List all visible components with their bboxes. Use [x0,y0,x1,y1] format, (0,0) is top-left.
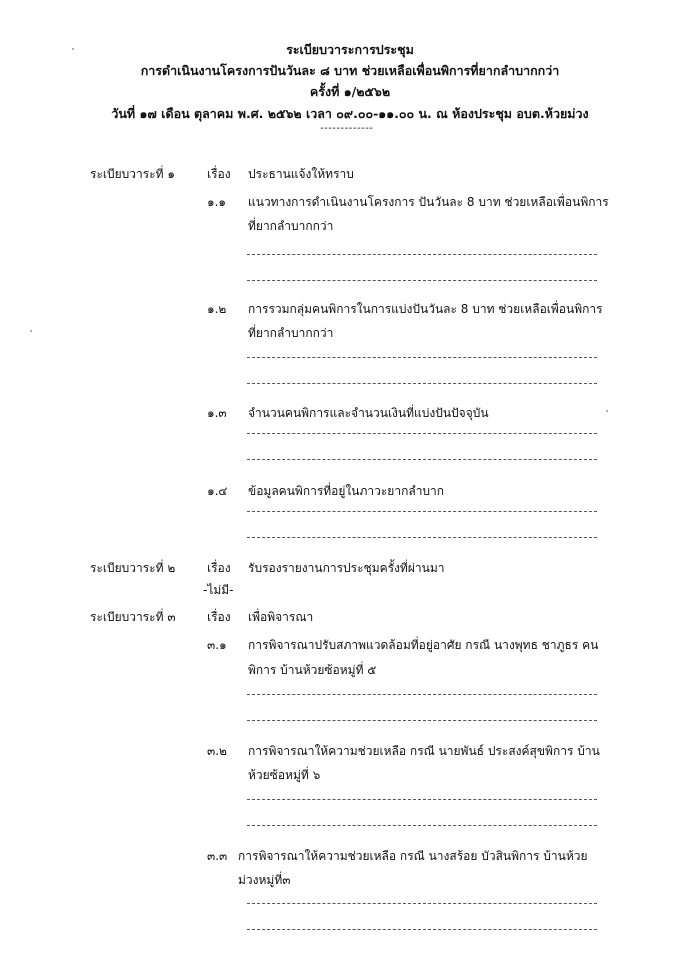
fill-line [247,511,597,512]
item-3-2-number: ๓.๒ [207,744,227,758]
scan-speck [72,48,74,50]
header-separator: ------------- [320,123,374,134]
item-3-3-number: ๓.๓ [207,849,228,863]
meeting-datetime: วันที่ ๑๗ เดือน ตุลาคม พ.ศ. ๒๕๖๒ เวลา ๐๙.๐๐-๑๑.๐๐ น. ณ ห้องประชุม อบต.ห้วยม่วง [111,106,589,121]
item-1-2-text: การรวมกลุ่มคนพิการในการแบ่งปันวันละ 8 บาท ช่วยเหลือเพื่อนพิการ [248,302,603,316]
fill-line [247,825,597,826]
item-1-2-text-cont: ที่ยากลำบากกว่า [248,326,334,340]
agenda-2-label: ระเบียบวาระที่ ๒ [90,561,176,575]
agenda-1-subject: ประธานแจ้งให้ทราบ [248,167,354,181]
item-1-4-number: ๑.๔ [207,484,228,498]
fill-line [247,383,597,384]
item-1-3-number: ๑.๓ [207,406,227,420]
fill-line [247,459,597,460]
item-1-3-text: จำนวนคนพิการและจำนวนเงินที่แบ่งปันปัจจุบัน [248,406,489,420]
fill-line [247,357,597,358]
scan-speck [606,410,608,412]
document-subtitle: การดำเนินงานโครงการปันวันละ ๘ บาท ช่วยเหลือเพื่อนพิการที่ยากลำบากกว่า [140,63,560,78]
fill-line [247,254,597,255]
fill-line [247,280,597,281]
session-number: ครั้งที่ ๑/๒๕๖๒ [309,84,391,99]
item-3-1-text-cont: พิการ บ้านห้วยซ้อหมู่ที่ ๕ [248,663,377,677]
item-1-1-text-cont: ที่ยากลำบากกว่า [248,219,334,233]
fill-line [247,537,597,538]
fill-line [247,903,597,904]
fill-line [247,720,597,721]
item-1-1-text: แนวทางการดำเนินงานโครงการ ปันวันละ 8 บาท ช่วยเหลือเพื่อนพิการ [248,195,609,209]
item-3-3-text-cont: ม่วงหมู่ที่๓ [238,873,291,887]
agenda-2-subject: รับรองรายงานการประชุมครั้งที่ผ่านมา [248,561,445,575]
agenda-2-note: -ไม่มี- [203,583,234,597]
document-title: ระเบียบวาระการประชุม [286,42,414,57]
fill-line [247,929,597,930]
item-3-2-text-cont: ห้วยซ้อหมู่ที่ ๖ [248,768,321,782]
agenda-3-word: เรื่อง [207,610,231,624]
agenda-3-label: ระเบียบวาระที่ ๓ [90,610,176,624]
item-3-1-number: ๓.๑ [207,638,227,652]
item-3-1-text: การพิจารณาปรับสภาพแวดล้อมที่อยู่อาศัย กรณี นางพุทธ ชาภูธร คน [248,638,599,652]
fill-line [247,694,597,695]
scan-speck [30,330,32,332]
fill-line [247,433,597,434]
item-1-1-number: ๑.๑ [207,195,227,209]
fill-line [247,799,597,800]
item-3-2-text: การพิจารณาให้ความช่วยเหลือ กรณี นายพันธ์ ประสงค์สุขพิการ บ้าน [248,744,600,758]
agenda-1-word: เรื่อง [207,167,231,181]
item-1-4-text: ข้อมูลคนพิการที่อยู่ในภาวะยากลำบาก [248,484,445,498]
item-3-3-text: การพิจารณาให้ความช่วยเหลือ กรณี นางสร้อย บัวสินพิการ บ้านห้วย [238,849,588,863]
agenda-2-word: เรื่อง [207,561,231,575]
agenda-1-label: ระเบียบวาระที่ ๑ [90,167,175,181]
agenda-3-subject: เพื่อพิจารณา [248,610,314,624]
item-1-2-number: ๑.๒ [207,302,227,316]
